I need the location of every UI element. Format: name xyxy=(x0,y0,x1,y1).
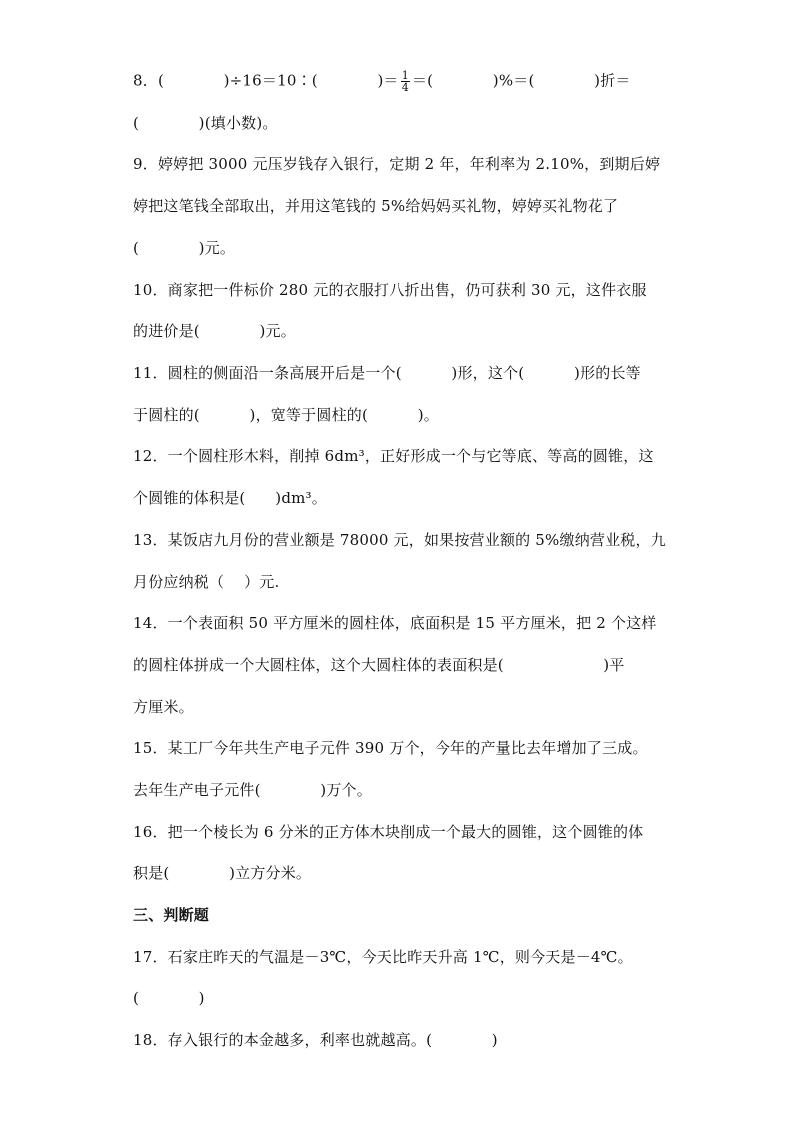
question-16-line-1: 16．把一个棱长为 6 分米的正方体木块削成一个最大的圆锥，这个圆锥的体 xyxy=(133,823,644,841)
question-17-line-1: 17．石家庄昨天的气温是－3℃，今天比昨天升高 1℃，则今天是－4℃。 xyxy=(133,948,633,966)
question-15-line-2: 去年生产电子元件( )万个。 xyxy=(133,781,372,799)
question-18-line-1: 18．存入银行的本金越多，利率也就越高。( ) xyxy=(133,1031,498,1049)
question-13-line-1: 13．某饭店九月份的营业额是 78000 元，如果按营业额的 5%缴纳营业税，九 xyxy=(133,531,666,549)
fraction-denominator: 4 xyxy=(401,81,409,94)
question-16-line-2: 积是( )立方分米。 xyxy=(133,864,312,882)
fraction-numerator: 1 xyxy=(401,69,409,82)
fraction-one-quarter xyxy=(401,70,410,93)
question-11-line-1: 11．圆柱的侧面沿一条高展开后是一个( )形，这个( )形的长等 xyxy=(133,364,641,382)
question-12-line-2: 个圆锥的体积是( )dm³。 xyxy=(133,489,327,507)
section-heading-judgment: 三、判断题 xyxy=(133,906,210,924)
question-8-line-1 xyxy=(133,70,631,93)
question-9-line-1: 9．婷婷把 3000 元压岁钱存入银行，定期 2 年，年利率为 2.10%，到期后婷 xyxy=(133,155,661,173)
question-13-line-2: 月份应纳税（ ）元. xyxy=(133,573,280,591)
question-17-line-2: ( ) xyxy=(133,989,205,1007)
question-8-text-a: 8．( )÷16＝10∶( )＝ xyxy=(133,71,399,90)
question-8-line-2: ( )(填小数)。 xyxy=(133,114,278,132)
question-9-line-3: ( )元。 xyxy=(133,239,236,257)
question-12-line-1: 12．一个圆柱形木料，削掉 6dm³，正好形成一个与它等底、等高的圆锥，这 xyxy=(133,447,654,465)
question-10-line-2: 的进价是( )元。 xyxy=(133,322,296,340)
question-14-line-1: 14．一个表面积 50 平方厘米的圆柱体，底面积是 15 平方厘米，把 2 个这样 xyxy=(133,614,657,632)
question-10-line-1: 10．商家把一件标价 280 元的衣服打八折出售，仍可获利 30 元，这件衣服 xyxy=(133,281,647,299)
question-14-line-2: 的圆柱体拼成一个大圆柱体，这个大圆柱体的表面积是( )平 xyxy=(133,656,625,674)
question-11-line-2: 于圆柱的( )，宽等于圆柱的( )。 xyxy=(133,406,439,424)
question-9-line-2: 婷把这笔钱全部取出，并用这笔钱的 5%给妈妈买礼物，婷婷买礼物花了 xyxy=(133,197,619,215)
question-8-text-b: ＝( )%＝( )折＝ xyxy=(411,71,631,90)
question-15-line-1: 15．某工厂今年共生产电子元件 390 万个，今年的产量比去年增加了三成。 xyxy=(133,739,648,757)
question-14-line-3: 方厘米。 xyxy=(133,698,194,716)
